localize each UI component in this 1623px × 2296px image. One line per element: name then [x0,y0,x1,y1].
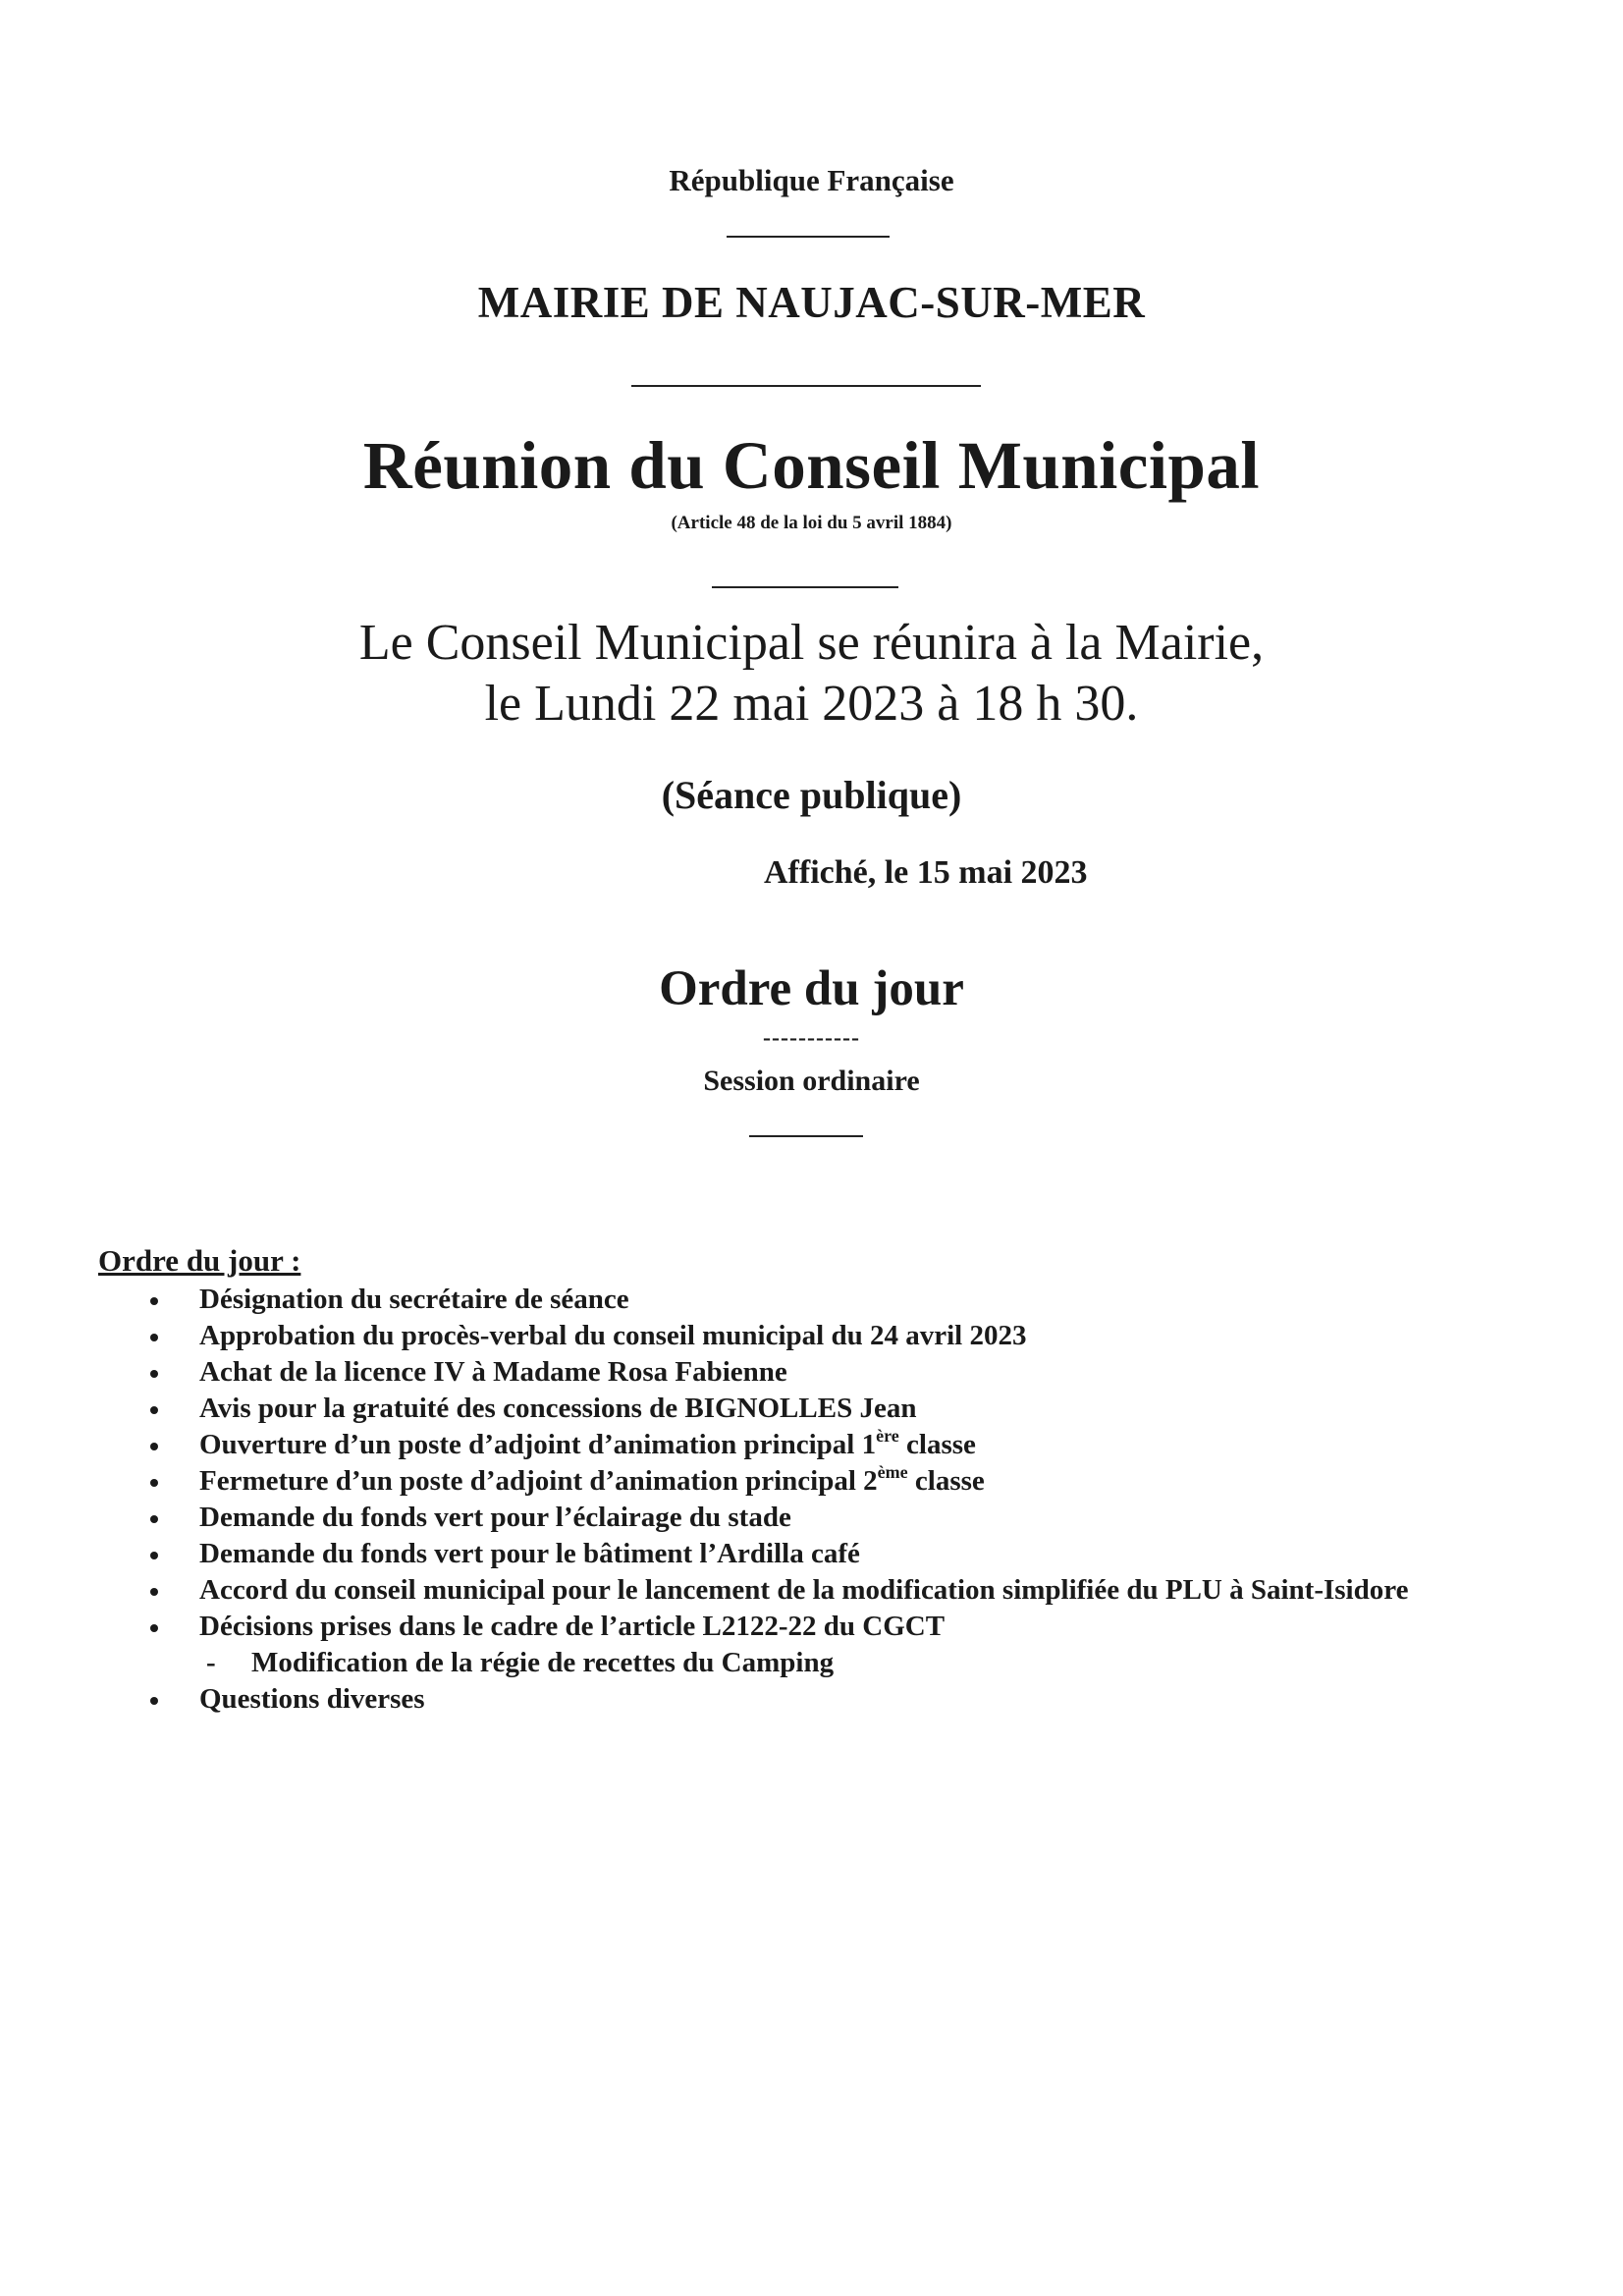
session-type: Session ordinaire [703,1065,920,1097]
agenda-item-suffix: classe [907,1465,985,1497]
agenda-item-main: Achat de la licence IV à Madame Rosa Fabienne [199,1356,787,1388]
agenda-item-text [199,1500,791,1536]
agenda-item [0,1282,1623,1318]
divider-4 [749,1135,863,1137]
agenda-item-main: Demande du fonds vert pour le bâtiment l’Ardilla café [199,1538,860,1569]
bullet-icon [150,1697,158,1705]
agenda-item-main: Modification de la régie de recettes du Camping [251,1647,835,1678]
agenda-item-text [199,1318,1026,1354]
bullet-icon [150,1479,158,1487]
agenda-item-text [199,1427,976,1463]
republic-heading: République Française [669,163,954,197]
bullet-icon [150,1297,158,1305]
agenda-item [0,1318,1623,1354]
bullet-icon [150,1370,158,1378]
agenda-item-text [199,1282,629,1318]
divider-2 [631,385,981,387]
agenda-item-main: Fermeture d’un poste d’adjoint d’animation principal 2 [199,1465,878,1497]
announcement-line-2: le Lundi 22 mai 2023 à 18 h 30. [484,676,1139,732]
divider-3 [712,586,898,588]
bullet-icon [150,1515,158,1523]
seance-type: (Séance publique) [661,773,962,817]
bullet-icon [150,1552,158,1559]
agenda-item-main: Ouverture d’un poste d’adjoint d’animation principal 1 [199,1429,877,1460]
agenda-item [0,1572,1623,1609]
agenda-item [0,1500,1623,1536]
agenda-item-main: Avis pour la gratuité des concessions de BIGNOLLES Jean [199,1393,917,1424]
ordinal-superscript: ème [877,1462,908,1482]
agenda-item-text [251,1645,834,1681]
agenda-item-text [199,1681,425,1718]
bullet-icon [150,1588,158,1596]
bullet-icon [150,1624,158,1632]
agenda-item [0,1536,1623,1572]
agenda-item [0,1609,1623,1645]
mairie-heading: MAIRIE DE NAUJAC-SUR-MER [477,278,1146,327]
agenda-item [0,1354,1623,1391]
ordinal-superscript: ère [876,1426,899,1446]
agenda-item-text [199,1572,1408,1609]
agenda-item-text [199,1536,860,1572]
agenda-item-main: Désignation du secrétaire de séance [199,1284,629,1315]
agenda-item-main: Accord du conseil municipal pour le lancement de la modification simplifiée du PLU à Saint-Isidore [199,1574,1409,1606]
agenda-label: Ordre du jour : [98,1243,301,1278]
agenda-item-text [199,1609,945,1645]
agenda-item [0,1391,1623,1427]
agenda-item [0,1427,1623,1463]
bullet-icon [150,1334,158,1341]
agenda-item-text [199,1354,787,1391]
agenda-item-text [199,1391,916,1427]
agenda-item-text [199,1463,985,1500]
divider-1 [727,236,890,238]
agenda-sub-item [0,1645,1623,1681]
document-title: Réunion du Conseil Municipal [362,428,1261,503]
agenda-item-main: Approbation du procès-verbal du conseil municipal du 24 avril 2023 [199,1320,1027,1351]
article-reference: (Article 48 de la loi du 5 avril 1884) [671,513,952,533]
agenda-item-main: Questions diverses [199,1683,425,1715]
agenda-item-main: Demande du fonds vert pour l’éclairage du stade [199,1502,791,1533]
dash-marker: - [206,1647,216,1678]
agenda-item [0,1463,1623,1500]
dash-separator: ----------- [763,1025,860,1051]
posting-date: Affiché, le 15 mai 2023 [764,854,1088,891]
bullet-icon [150,1443,158,1450]
announcement-line-1: Le Conseil Municipal se réunira à la Mairie, [358,615,1265,671]
agenda-item [0,1681,1623,1718]
agenda-list [0,1282,1623,1718]
agenda-item-suffix: classe [898,1429,976,1460]
bullet-icon [150,1406,158,1414]
agenda-item-main: Décisions prises dans le cadre de l’article L2122-22 du CGCT [199,1611,946,1642]
meeting-announcement [0,613,1623,735]
agenda-heading: Ordre du jour [659,961,964,1016]
